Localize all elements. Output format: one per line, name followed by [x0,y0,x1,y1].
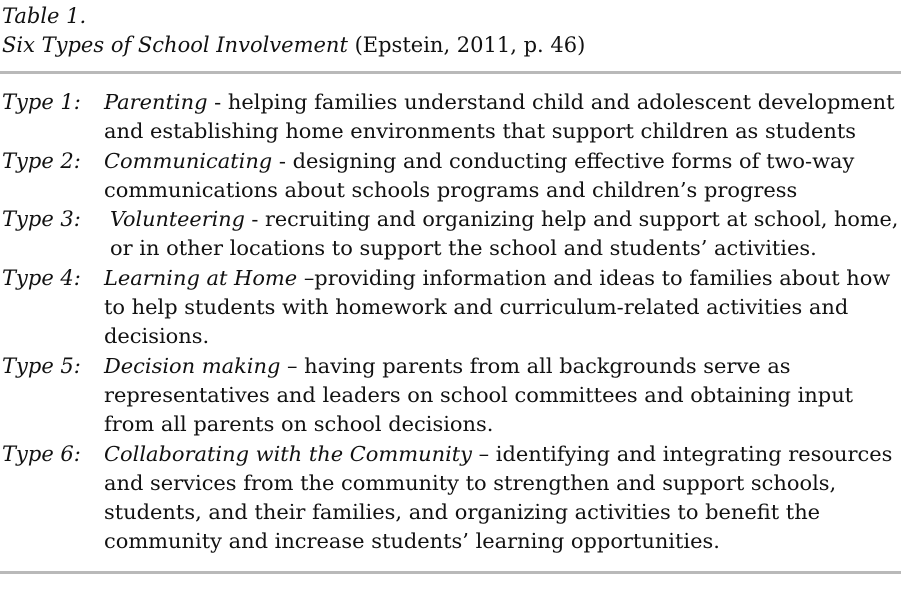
involvement-types-list [0,88,901,557]
description-text: – having parents from all backgrounds serve as [280,353,791,378]
type-row-3 [0,205,901,264]
description-line [104,440,901,469]
top-rule [0,71,901,74]
type-description [104,440,901,557]
description-line [104,147,901,176]
description-text: – identifying and integrating resources [472,441,893,466]
description-line: or in other locations to support the school and students’ activities. [110,236,817,261]
table-citation: (Epstein, 2011, p. 46) [354,33,586,57]
type-description [104,88,901,147]
type-label: Type 3: [2,207,81,232]
description-line [104,88,901,117]
type-row-5 [0,352,901,440]
type-label: Type 5: [2,353,81,378]
description-line: students, and their families, and organizing activities to benefit the [104,500,821,525]
type-label: Type 2: [2,148,81,173]
description-line: communications about schools programs and children’s progress [104,177,798,202]
description-line: and establishing home environments that support children as students [104,119,857,144]
description-line [104,352,901,381]
type-description [104,352,901,440]
description-text: - designing and conducting effective forms of two-way [272,148,855,173]
table-number: Table 1. [2,4,87,28]
type-row-1 [0,88,901,147]
type-description [104,147,901,206]
description-line: representatives and leaders on school committees and obtaining input [104,382,854,407]
type-row-6 [0,440,901,557]
type-label: Type 6: [2,441,81,466]
type-term: Volunteering [110,207,245,232]
type-row-4 [0,264,901,352]
type-row-2 [0,147,901,206]
description-line: to help students with homework and curriculum-related activities and [104,295,849,320]
type-label: Type 4: [2,265,81,290]
type-description [110,205,901,264]
type-label: Type 1: [2,90,81,114]
type-term: Communicating [104,148,273,173]
type-term: Decision making [104,353,281,378]
type-term: Learning at Home [104,265,298,290]
table-title: Six Types of School Involvement [2,33,348,57]
description-line: community and increase students’ learning opportunities. [104,529,720,554]
type-term: Parenting [104,90,208,114]
table-caption [2,31,585,59]
description-text: - recruiting and organizing help and support at school, home, [244,207,899,232]
bottom-rule [0,571,901,574]
description-line: and services from the community to strengthen and support schools, [104,470,837,495]
description-line: decisions. [104,324,210,349]
type-term: Collaborating with the Community [104,441,473,466]
description-text: - helping families understand child and adolescent development [207,90,895,114]
description-line: from all parents on school decisions. [104,412,494,437]
description-text: –providing information and ideas to families about how [297,265,891,290]
description-line [104,264,901,293]
description-line [110,205,901,234]
type-description [104,264,901,352]
